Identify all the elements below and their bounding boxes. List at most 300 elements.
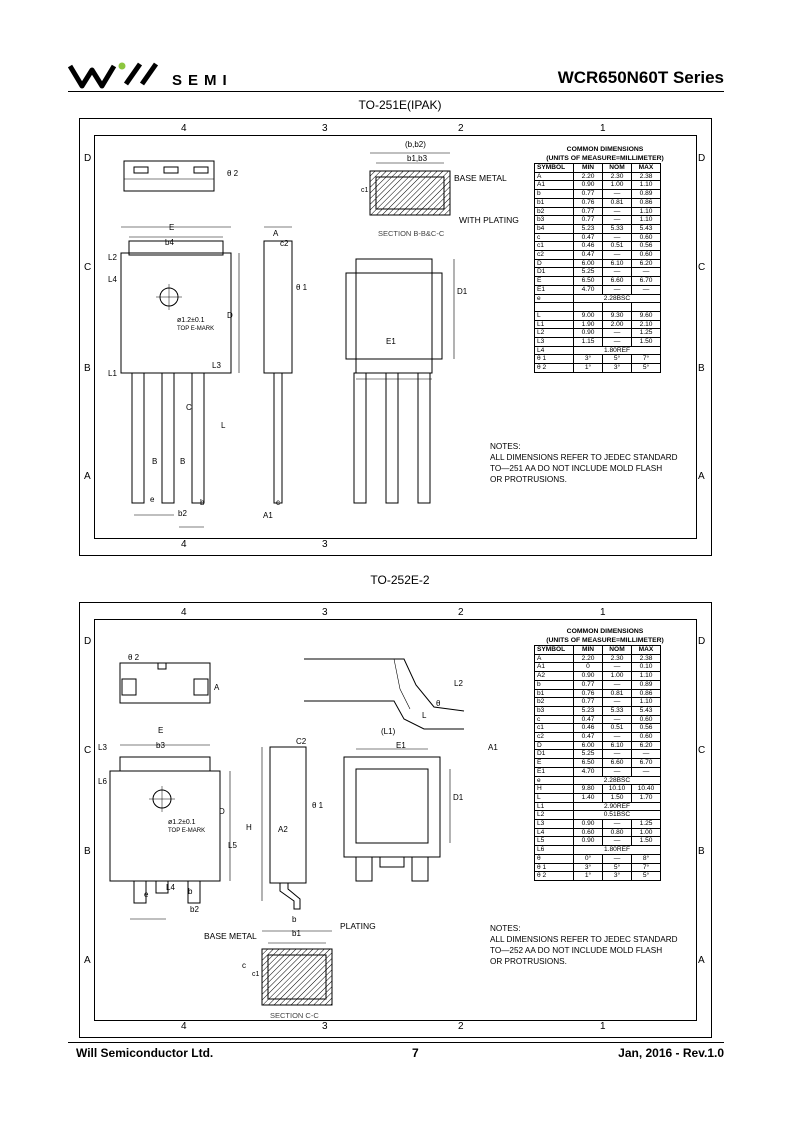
dim-label: (L1) — [381, 727, 396, 736]
notes-line: OR PROTRUSIONS. — [490, 475, 567, 484]
notes-line: NOTES: — [490, 924, 521, 933]
value-cell: 9.30 — [603, 311, 632, 320]
value-cell: 2.20 — [574, 654, 603, 663]
value-cell: 0.46 — [574, 242, 603, 251]
value-cell: 1.50 — [632, 338, 661, 347]
value-cell: 0.76 — [574, 198, 603, 207]
dim-label: D1 — [457, 287, 468, 296]
symbol-cell: e — [535, 294, 574, 303]
col-label: 1 — [600, 1021, 606, 1032]
value-cell: 5.33 — [603, 224, 632, 233]
value-cell: 2.90REF — [574, 802, 661, 811]
dim-label: b3 — [156, 741, 165, 750]
symbol-cell: b2 — [535, 207, 574, 216]
table-row — [535, 277, 661, 286]
value-cell: — — [632, 268, 661, 277]
symbol-cell: L3 — [535, 820, 574, 829]
value-cell: — — [632, 767, 661, 776]
value-cell: 2.10 — [632, 320, 661, 329]
value-cell: 0.80 — [603, 828, 632, 837]
value-cell: 0.90 — [574, 837, 603, 846]
value-cell: 5.23 — [574, 706, 603, 715]
table-row — [535, 733, 661, 742]
value-cell: 0.47 — [574, 715, 603, 724]
value-cell: 5.25 — [574, 268, 603, 277]
row-label: B — [698, 363, 705, 374]
dim-label: e — [150, 495, 155, 504]
symbol-cell: b4 — [535, 224, 574, 233]
dim-label: L1 — [108, 369, 117, 378]
will-logo-mark — [68, 60, 168, 94]
symbol-cell: b3 — [535, 706, 574, 715]
dim-label: L4 — [166, 883, 175, 892]
value-cell: 1.80REF — [574, 346, 661, 355]
value-cell: 3° — [574, 863, 603, 872]
symbol-cell: b — [535, 190, 574, 199]
value-cell: 5.43 — [632, 706, 661, 715]
table-row — [535, 320, 661, 329]
symbol-cell: θ 2 — [535, 872, 574, 881]
symbol-cell: c — [535, 233, 574, 242]
symbol-cell: A2 — [535, 672, 574, 681]
package1-title: TO-251E(IPAK) — [358, 98, 442, 112]
package2-drawing-frame — [79, 602, 712, 1038]
table-row — [535, 793, 661, 802]
base-metal-label: BASE METAL — [454, 173, 507, 183]
table-header-cell: MAX — [632, 164, 661, 173]
dim-label: L2 — [108, 253, 117, 262]
value-cell: 0.47 — [574, 733, 603, 742]
dim-label: C2 — [296, 737, 307, 746]
value-cell: 5° — [632, 364, 661, 373]
plating-label: PLATING — [340, 921, 376, 931]
value-cell: 2.28BSC — [574, 776, 661, 785]
value-cell: 4.70 — [574, 767, 603, 776]
col-label: 3 — [322, 123, 328, 134]
symbol-cell: e — [535, 776, 574, 785]
dim-label: θ — [436, 699, 441, 708]
value-cell: 0.60 — [632, 733, 661, 742]
table-row — [535, 172, 661, 181]
table-row — [535, 820, 661, 829]
row-label: C — [84, 745, 92, 756]
value-cell: 0.10 — [632, 663, 661, 672]
value-cell: 1.15 — [574, 338, 603, 347]
symbol-cell: E — [535, 759, 574, 768]
value-cell: 6.50 — [574, 277, 603, 286]
row-label: D — [698, 636, 706, 647]
value-cell: 8° — [632, 854, 661, 863]
table-row — [535, 346, 661, 355]
value-cell: — — [603, 715, 632, 724]
row-label: D — [84, 636, 92, 647]
value-cell: 3° — [603, 364, 632, 373]
symbol-cell: c2 — [535, 251, 574, 260]
symbol-cell: L3 — [535, 338, 574, 347]
dim-label: E — [169, 223, 175, 232]
table-row — [535, 207, 661, 216]
table-row — [535, 663, 661, 672]
value-cell: — — [603, 268, 632, 277]
col-label: 2 — [458, 123, 464, 134]
value-cell: 6.10 — [603, 259, 632, 268]
table-row — [535, 355, 661, 364]
value-cell: — — [603, 854, 632, 863]
table-subtitle: (UNITS OF MEASURE=MILLIMETER) — [546, 155, 664, 162]
table-row — [535, 863, 661, 872]
dim-label: A2 — [278, 825, 288, 834]
value-cell: 9.60 — [632, 311, 661, 320]
value-cell: — — [632, 750, 661, 759]
value-cell: 1.00 — [603, 181, 632, 190]
table-row — [535, 811, 661, 820]
dim-label: b2 — [178, 509, 187, 518]
col-label: 1 — [600, 607, 606, 618]
value-cell: — — [603, 750, 632, 759]
table-subtitle: (UNITS OF MEASURE=MILLIMETER) — [546, 637, 664, 644]
emark-label: TOP E-MARK — [177, 326, 215, 332]
symbol-cell: L4 — [535, 346, 574, 355]
row-label: C — [698, 745, 706, 756]
table-header-cell: MAX — [632, 646, 661, 655]
value-cell: 3° — [603, 872, 632, 881]
value-cell: 6.70 — [632, 277, 661, 286]
value-cell: 5.23 — [574, 224, 603, 233]
symbol-cell: L — [535, 311, 574, 320]
table-row — [535, 741, 661, 750]
symbol-cell: D1 — [535, 750, 574, 759]
dim-label: b — [292, 915, 297, 924]
value-cell: 1.10 — [632, 207, 661, 216]
value-cell: 0.51 — [603, 724, 632, 733]
value-cell: 0.76 — [574, 689, 603, 698]
table-row — [535, 311, 661, 320]
dim-label: L — [422, 711, 427, 720]
symbol-cell: θ 2 — [535, 364, 574, 373]
symbol-cell: E1 — [535, 767, 574, 776]
symbol-cell: D — [535, 259, 574, 268]
value-cell: 0 — [574, 663, 603, 672]
dim-label: θ 2 — [128, 653, 140, 662]
value-cell: 1.80REF — [574, 846, 661, 855]
value-cell: 1° — [574, 872, 603, 881]
value-cell: 1.00 — [603, 672, 632, 681]
table-row — [535, 759, 661, 768]
value-cell: — — [603, 233, 632, 242]
dimension-table — [534, 645, 661, 881]
col-label: 4 — [181, 1021, 187, 1032]
hole-label: ø1.2±0.1 — [177, 317, 205, 324]
dim-label: H — [246, 823, 252, 832]
dim-label: L6 — [98, 777, 107, 786]
col-label: 3 — [322, 539, 328, 550]
value-cell: 0.81 — [603, 689, 632, 698]
value-cell: 2.00 — [603, 320, 632, 329]
symbol-cell: θ — [535, 854, 574, 863]
symbol-cell: D — [535, 741, 574, 750]
table-row — [535, 828, 661, 837]
value-cell: — — [603, 663, 632, 672]
dim-label: c1 — [361, 187, 369, 194]
symbol-cell: L4 — [535, 828, 574, 837]
dim-label: c2 — [280, 239, 289, 248]
header-rule — [68, 91, 724, 92]
table-row — [535, 251, 661, 260]
table-row — [535, 767, 661, 776]
value-cell: — — [603, 216, 632, 225]
table-row — [535, 750, 661, 759]
value-cell: 0.60 — [632, 715, 661, 724]
table-row — [535, 233, 661, 242]
table-row — [535, 242, 661, 251]
symbol-cell: D1 — [535, 268, 574, 277]
table-row — [535, 285, 661, 294]
section-label: SECTION C-C — [270, 1011, 319, 1020]
row-label: D — [84, 153, 92, 164]
table-header-cell: SYMBOL — [535, 646, 574, 655]
table-header-cell: NOM — [603, 646, 632, 655]
package1-drawing-frame — [79, 118, 712, 556]
series-title: WCR650N60T Series — [557, 68, 724, 87]
value-cell: — — [603, 207, 632, 216]
value-cell: 6.20 — [632, 741, 661, 750]
value-cell: 6.50 — [574, 759, 603, 768]
symbol-cell: L1 — [535, 320, 574, 329]
table-row — [535, 329, 661, 338]
symbol-cell: A — [535, 654, 574, 663]
dim-label: E — [158, 726, 164, 735]
dim-label: b — [200, 498, 205, 507]
table-row — [535, 181, 661, 190]
value-cell: 0.77 — [574, 680, 603, 689]
table-row — [535, 654, 661, 663]
dim-label: B — [152, 457, 158, 466]
value-cell: 1.70 — [632, 793, 661, 802]
symbol-cell: b1 — [535, 689, 574, 698]
value-cell: 0.60 — [632, 251, 661, 260]
value-cell: 2.30 — [603, 172, 632, 181]
symbol-cell: L — [535, 793, 574, 802]
value-cell: 1.00 — [632, 828, 661, 837]
value-cell: — — [603, 767, 632, 776]
value-cell: 1.40 — [574, 793, 603, 802]
value-cell: 10.10 — [603, 785, 632, 794]
symbol-cell: E — [535, 277, 574, 286]
value-cell: 0.86 — [632, 198, 661, 207]
package1-notes — [490, 441, 678, 485]
value-cell: — — [603, 285, 632, 294]
row-label: B — [84, 363, 91, 374]
value-cell: 6.60 — [603, 277, 632, 286]
notes-line: ALL DIMENSIONS REFER TO JEDEC STANDARD — [490, 453, 678, 462]
package2-drawing — [94, 619, 534, 1019]
value-cell: 0.47 — [574, 251, 603, 260]
value-cell: 0.77 — [574, 216, 603, 225]
symbol-cell — [535, 303, 574, 312]
value-cell: 10.40 — [632, 785, 661, 794]
dim-label: B — [180, 457, 186, 466]
value-cell: 0.90 — [574, 672, 603, 681]
dim-label: e — [144, 890, 149, 899]
col-label: 3 — [322, 1021, 328, 1032]
dim-label: b — [188, 887, 193, 896]
dim-label: (b,b2) — [405, 140, 426, 149]
package2-dimensions — [534, 627, 676, 881]
symbol-cell: L1 — [535, 802, 574, 811]
symbol-cell: A1 — [535, 663, 574, 672]
value-cell: 0.51BSC — [574, 811, 661, 820]
dim-label: L4 — [108, 275, 117, 284]
emark-label: TOP E-MARK — [168, 828, 206, 834]
value-cell: 5.25 — [574, 750, 603, 759]
value-cell: 0.90 — [574, 181, 603, 190]
table-header-row — [535, 646, 661, 655]
notes-line: NOTES: — [490, 442, 521, 451]
value-cell: 6.60 — [603, 759, 632, 768]
table-row — [535, 802, 661, 811]
table-row — [535, 224, 661, 233]
dim-label: b2 — [190, 905, 199, 914]
value-cell: 1.25 — [632, 820, 661, 829]
value-cell: 6.10 — [603, 741, 632, 750]
row-label: A — [698, 955, 705, 966]
symbol-cell: b2 — [535, 698, 574, 707]
value-cell: 0.89 — [632, 190, 661, 199]
value-cell: 1.90 — [574, 320, 603, 329]
notes-line: OR PROTRUSIONS. — [490, 957, 567, 966]
table-row — [535, 785, 661, 794]
symbol-cell: c — [535, 715, 574, 724]
symbol-cell: A — [535, 172, 574, 181]
value-cell — [603, 303, 632, 312]
value-cell: 6.20 — [632, 259, 661, 268]
value-cell: 0.56 — [632, 242, 661, 251]
value-cell: 0.90 — [574, 820, 603, 829]
value-cell: 2.38 — [632, 654, 661, 663]
dim-label: b1 — [292, 929, 301, 938]
table-row — [535, 837, 661, 846]
value-cell: 4.70 — [574, 285, 603, 294]
value-cell: — — [603, 680, 632, 689]
dim-label: E1 — [396, 741, 406, 750]
value-cell: — — [632, 285, 661, 294]
value-cell: 1.10 — [632, 181, 661, 190]
table-row — [535, 854, 661, 863]
table-title: COMMON DIMENSIONS — [566, 146, 644, 153]
base-metal-label: BASE METAL — [204, 931, 257, 941]
value-cell: — — [603, 190, 632, 199]
symbol-cell: c2 — [535, 733, 574, 742]
company-logo — [68, 60, 258, 94]
table-row — [535, 259, 661, 268]
brand-word: SEMI — [172, 72, 233, 89]
symbol-cell: c1 — [535, 724, 574, 733]
table-header-cell: MIN — [574, 164, 603, 173]
dim-label: θ 1 — [296, 283, 308, 292]
value-cell: 0° — [574, 854, 603, 863]
value-cell: 6.70 — [632, 759, 661, 768]
symbol-cell: b1 — [535, 198, 574, 207]
dim-label: A — [273, 229, 279, 238]
value-cell: 0.56 — [632, 724, 661, 733]
value-cell: — — [603, 251, 632, 260]
value-cell: 0.60 — [574, 828, 603, 837]
value-cell: 2.20 — [574, 172, 603, 181]
notes-line: ALL DIMENSIONS REFER TO JEDEC STANDARD — [490, 935, 678, 944]
table-row — [535, 190, 661, 199]
table-row — [535, 715, 661, 724]
logo-green-dot — [119, 63, 126, 70]
table-row — [535, 846, 661, 855]
dim-label: A1 — [263, 511, 273, 520]
value-cell: 3° — [574, 355, 603, 364]
value-cell: 0.51 — [603, 242, 632, 251]
row-label: A — [84, 955, 91, 966]
dim-label: D — [227, 311, 233, 320]
dim-label: b1,b3 — [407, 154, 428, 163]
dim-label: θ 1 — [312, 801, 324, 810]
value-cell — [574, 303, 603, 312]
package1-dimensions — [534, 145, 676, 373]
symbol-cell: H — [535, 785, 574, 794]
table-header-cell: SYMBOL — [535, 164, 574, 173]
notes-line: TO—252 AA DO NOT INCLUDE MOLD FLASH — [490, 946, 663, 955]
table-row — [535, 872, 661, 881]
value-cell — [632, 303, 661, 312]
symbol-cell: L6 — [535, 846, 574, 855]
table-row — [535, 698, 661, 707]
table-row — [535, 216, 661, 225]
col-label: 1 — [600, 123, 606, 134]
value-cell: — — [603, 820, 632, 829]
value-cell: 5° — [632, 872, 661, 881]
table-row — [535, 680, 661, 689]
table-row — [535, 198, 661, 207]
value-cell: 5.43 — [632, 224, 661, 233]
table-row — [535, 776, 661, 785]
value-cell: 6.00 — [574, 259, 603, 268]
footer-company: Will Semiconductor Ltd. — [76, 1046, 214, 1060]
symbol-cell: A1 — [535, 181, 574, 190]
value-cell: 9.80 — [574, 785, 603, 794]
value-cell: 1.25 — [632, 329, 661, 338]
table-row — [535, 706, 661, 715]
symbol-cell: θ 1 — [535, 863, 574, 872]
package2-title: TO-252E-2 — [370, 573, 430, 587]
value-cell: — — [603, 329, 632, 338]
row-label: B — [698, 846, 705, 857]
table-header-cell: MIN — [574, 646, 603, 655]
dim-label: c — [242, 961, 246, 970]
value-cell: 0.89 — [632, 680, 661, 689]
value-cell: 1.50 — [603, 793, 632, 802]
footer-page-number: 7 — [412, 1046, 419, 1060]
table-row — [535, 364, 661, 373]
value-cell: 0.81 — [603, 198, 632, 207]
value-cell: 0.86 — [632, 689, 661, 698]
notes-line: TO—251 AA DO NOT INCLUDE MOLD FLASH — [490, 464, 663, 473]
dim-label: C — [186, 403, 192, 412]
value-cell: 0.77 — [574, 207, 603, 216]
footer-date-revision: Jan, 2016 - Rev.1.0 — [618, 1046, 724, 1060]
row-label: C — [698, 262, 706, 273]
col-label: 2 — [458, 1021, 464, 1032]
value-cell: 1.10 — [632, 216, 661, 225]
value-cell: 0.90 — [574, 329, 603, 338]
value-cell: 0.77 — [574, 190, 603, 199]
value-cell: — — [603, 698, 632, 707]
symbol-cell: θ 1 — [535, 355, 574, 364]
